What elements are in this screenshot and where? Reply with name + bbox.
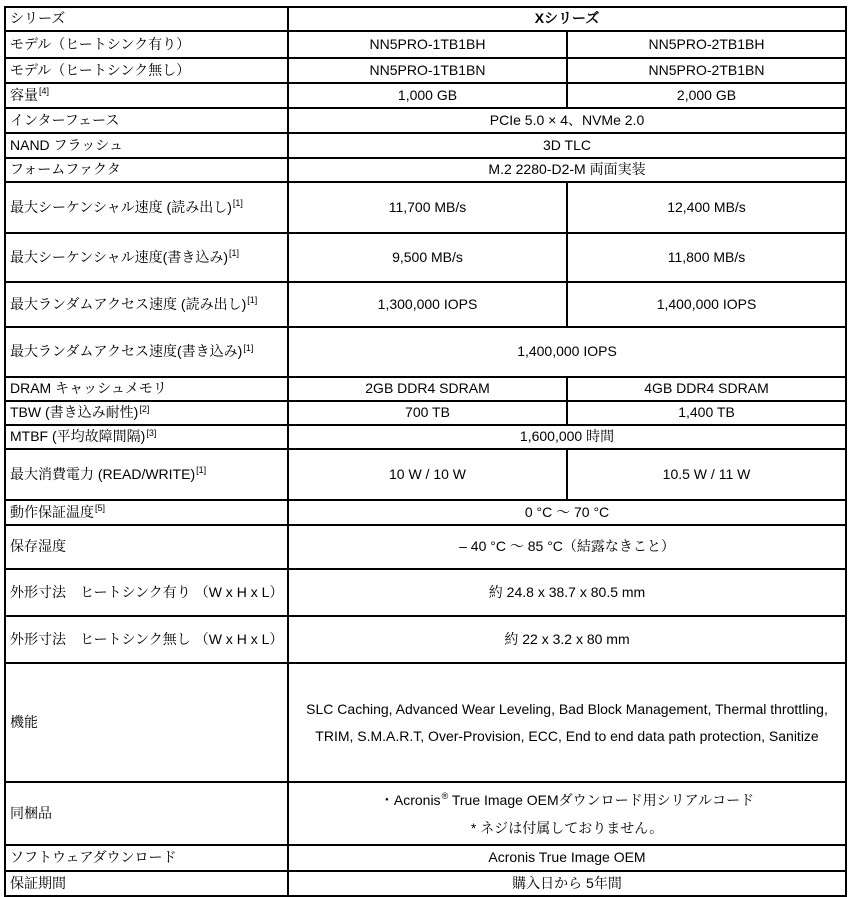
- row-label-text: 容量: [10, 86, 38, 103]
- row-label: [5, 525, 288, 569]
- row-label: [5, 58, 288, 83]
- row-label: [5, 569, 288, 616]
- footnote-ref: [1]: [247, 295, 258, 306]
- footnote-ref: [1]: [196, 465, 207, 476]
- spec-table: [4, 6, 847, 897]
- value-2tb: 1,400,000 IOPS: [567, 282, 846, 327]
- row-label-text: フォームファクタ: [10, 161, 121, 178]
- row-label-text: シリーズ: [10, 10, 66, 27]
- value-1tb: 9,500 MB/s: [288, 233, 567, 282]
- dimensions-no-heatsink-value: 約 22 x 3.2 x 80 mm: [288, 616, 846, 663]
- software-download-value: Acronis True Image OEM: [288, 845, 846, 871]
- row-label-text: 最大シーケンシャル速度(書き込み): [10, 248, 228, 265]
- footnote-ref: [1]: [232, 198, 243, 209]
- row-warranty: [5, 871, 846, 896]
- row-seq-write: [5, 233, 846, 282]
- value-2tb: NN5PRO-2TB1BH: [567, 31, 846, 58]
- row-label-text: 同梱品: [10, 804, 52, 821]
- row-label: [5, 327, 288, 377]
- row-form-factor: [5, 158, 846, 182]
- row-interface: [5, 108, 846, 133]
- row-label: [5, 108, 288, 133]
- row-label-text: 保存湿度: [10, 538, 66, 555]
- value-1tb: 1,300,000 IOPS: [288, 282, 567, 327]
- form-factor-value: M.2 2280-D2-M 両面実装: [288, 158, 846, 182]
- row-label: [5, 182, 288, 233]
- row-label: [5, 282, 288, 327]
- row-label: [5, 83, 288, 108]
- row-storage-humidity: [5, 525, 846, 569]
- row-series: [5, 7, 846, 31]
- row-label: [5, 377, 288, 401]
- row-label-text: MTBF (平均故障間隔): [10, 428, 146, 445]
- row-seq-read: [5, 182, 846, 233]
- footnote-ref: [1]: [229, 248, 240, 259]
- value-1tb: 1,000 GB: [288, 83, 567, 108]
- footnote-ref: [4]: [39, 86, 50, 97]
- row-mtbf: [5, 425, 846, 449]
- nand-value: 3D TLC: [288, 133, 846, 158]
- value-2tb: 1,400 TB: [567, 401, 846, 425]
- bundled-note-screws: * ネジは付属しておりません。: [470, 820, 664, 836]
- row-model-heatsink: [5, 31, 846, 58]
- row-label-text: NAND フラッシュ: [10, 136, 123, 153]
- dimensions-heatsink-value: 約 24.8 x 38.7 x 80.5 mm: [288, 569, 846, 616]
- operating-temp-value: 0 °C ～ 70 °C: [288, 500, 846, 525]
- bundled-item-text: ・Acronis: [379, 791, 441, 808]
- row-label: [5, 663, 288, 782]
- row-label: [5, 845, 288, 871]
- row-label-text: 最大ランダムアクセス速度 (読み出し): [10, 295, 247, 312]
- value-1tb: NN5PRO-1TB1BN: [288, 58, 567, 83]
- series-value: Xシリーズ: [288, 7, 846, 31]
- row-label-text: DRAM キャッシュメモリ: [10, 380, 167, 397]
- bundled-item-acronis: [295, 792, 839, 810]
- row-label: [5, 233, 288, 282]
- footnote-ref: [1]: [243, 342, 254, 353]
- row-label: [5, 7, 288, 31]
- value-2tb: 2,000 GB: [567, 83, 846, 108]
- row-software-download: [5, 845, 846, 871]
- footnote-ref: [5]: [95, 503, 106, 514]
- row-label-text: 最大ランダムアクセス速度(書き込み): [10, 343, 243, 360]
- row-label: [5, 158, 288, 182]
- row-label: [5, 133, 288, 158]
- row-label-text: TBW (書き込み耐性): [10, 404, 139, 421]
- row-label-text: 最大消費電力 (READ/WRITE): [10, 465, 196, 482]
- row-power: [5, 449, 846, 500]
- row-label-text: モデル（ヒートシンク有り）: [10, 35, 191, 52]
- value-1tb: 700 TB: [288, 401, 567, 425]
- value-1tb: 2GB DDR4 SDRAM: [288, 377, 567, 401]
- value-1tb: NN5PRO-1TB1BH: [288, 31, 567, 58]
- row-label: [5, 425, 288, 449]
- row-nand-flash: [5, 133, 846, 158]
- row-operating-temp: [5, 500, 846, 525]
- row-label-text: 保証期間: [10, 874, 66, 891]
- value-1tb: 10 W / 10 W: [288, 449, 567, 500]
- footnote-ref: [3]: [146, 427, 157, 438]
- row-label: [5, 401, 288, 425]
- storage-humidity-value: – 40 °C ～ 85 °C（結露なきこと）: [288, 525, 846, 569]
- row-dimensions-heatsink: [5, 569, 846, 616]
- value-2tb: 12,400 MB/s: [567, 182, 846, 233]
- row-label-text: 外形寸法 ヒートシンク無し （W x H x L）: [10, 630, 284, 647]
- row-label-text: ソフトウェアダウンロード: [10, 849, 177, 866]
- row-label-text: モデル（ヒートシンク無し）: [10, 61, 191, 78]
- features-value: SLC Caching, Advanced Wear Leveling, Bad Block Management, Thermal throttling, TRIM, S.M.A.R.T, Over-Provision, ECC, End to end data path protection, Sanitize: [288, 663, 846, 782]
- row-rand-read: [5, 282, 846, 327]
- rand-write-value: 1,400,000 IOPS: [288, 327, 846, 377]
- interface-value: PCIe 5.0 × 4、NVMe 2.0: [288, 108, 846, 133]
- row-rand-write: [5, 327, 846, 377]
- row-features: [5, 663, 846, 782]
- row-label: [5, 31, 288, 58]
- row-label-text: 外形寸法 ヒートシンク有り （W x H x L）: [10, 583, 284, 600]
- row-label-text: 最大シーケンシャル速度 (読み出し): [10, 198, 232, 215]
- row-label: [5, 500, 288, 525]
- row-label-text: 機能: [10, 713, 38, 730]
- row-label: [5, 871, 288, 896]
- row-label: [5, 616, 288, 663]
- value-2tb: 10.5 W / 11 W: [567, 449, 846, 500]
- row-dram-cache: [5, 377, 846, 401]
- row-tbw: [5, 401, 846, 425]
- row-label: [5, 449, 288, 500]
- row-label-text: 動作保証温度: [10, 503, 94, 520]
- row-dimensions-no-heatsink: [5, 616, 846, 663]
- row-label: [5, 782, 288, 845]
- bundled-item-text: True Image OEMダウンロード用シリアルコード: [448, 791, 755, 808]
- mtbf-value: 1,600,000 時間: [288, 425, 846, 449]
- value-1tb: 11,700 MB/s: [288, 182, 567, 233]
- row-model-no-heatsink: [5, 58, 846, 83]
- warranty-value: 購入日から 5年間: [288, 871, 846, 896]
- bundled-items-value: [288, 782, 846, 845]
- row-bundled-items: [5, 782, 846, 845]
- value-2tb: 11,800 MB/s: [567, 233, 846, 282]
- registered-mark: ®: [441, 790, 449, 801]
- footnote-ref: [2]: [139, 403, 150, 414]
- row-capacity: [5, 83, 846, 108]
- value-2tb: 4GB DDR4 SDRAM: [567, 377, 846, 401]
- row-label-text: インターフェース: [10, 111, 120, 128]
- value-2tb: NN5PRO-2TB1BN: [567, 58, 846, 83]
